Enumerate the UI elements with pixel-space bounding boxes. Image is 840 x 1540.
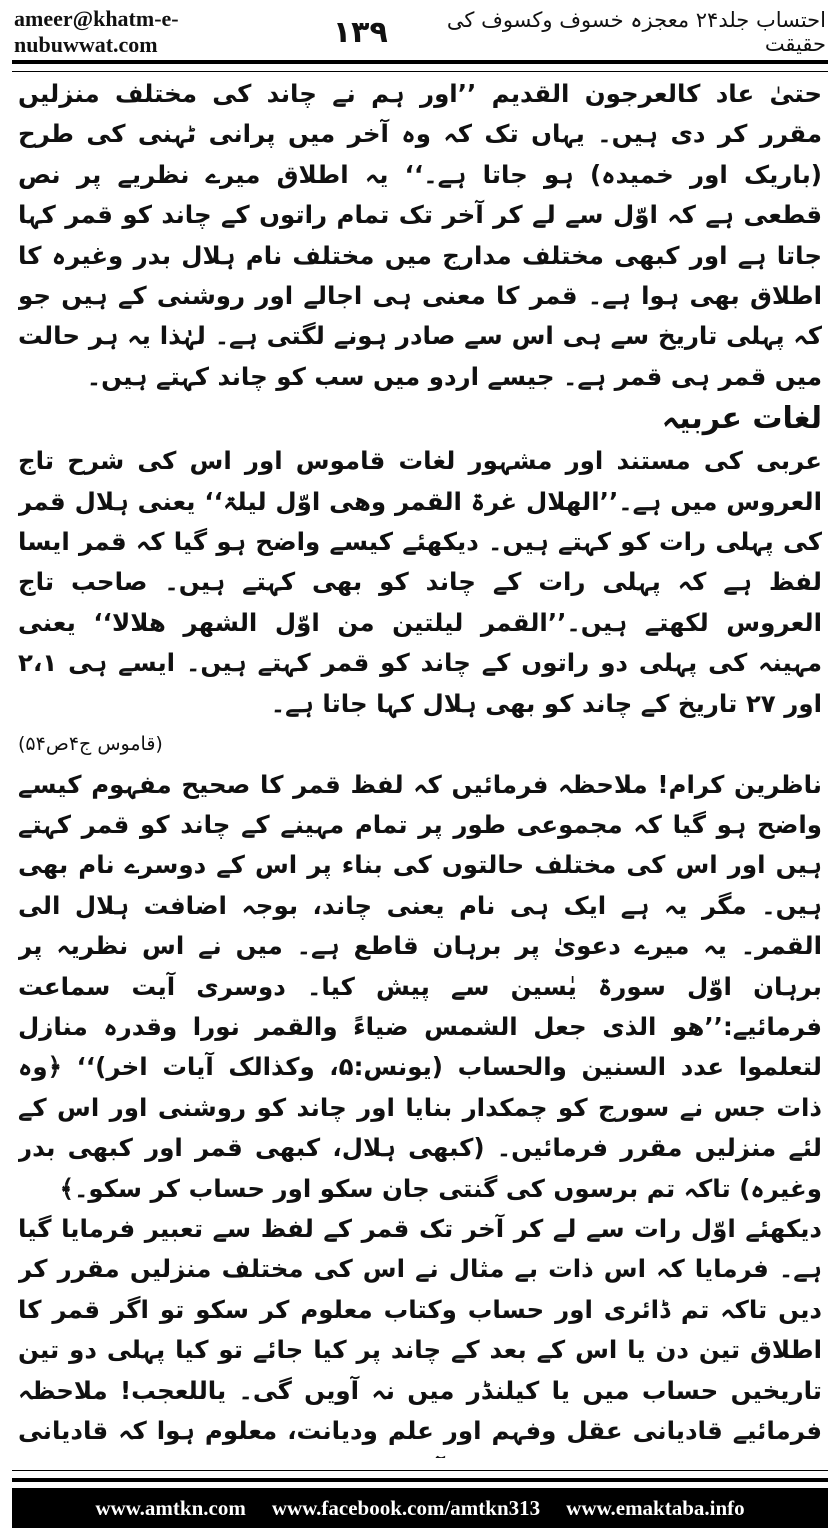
header-rule — [12, 60, 828, 72]
page-header — [14, 8, 826, 56]
paragraph-3: ناظرین کرام! ملاحظہ فرمائیں کہ لفظ قمر کا صحیح مفہوم کیسے واضح ہو گیا کہ مجموعی طور پر تمام مہینے کے چاند کو قمر کہتے ہیں اور اس کی مختلف حالتوں کی بناء پر اس کے دوسرے نام بھی ہیں۔ مگر یہ ہے ایک ہی نام یعنی چاند، بوجہ اضافت ہلال الی القمر۔ یہ میرے دعویٰ پر برہان قاطع ہے۔ میں نے اس نظریہ پر برہان اوّل سورۃ یٰسین سے پیش کیا۔ دوسری آیت سماعت فرمائیے:’’ھو الذی جعل الشمس ضیاءً والقمر نورا وقدرہ منازل لتعلموا عدد السنین والحساب (یونس:۵، وکذالک آیات اخر)‘‘ ﴿وہ ذات جس نے سورج کو چمکدار بنایا اور چاند کو روشنی اور اس کے لئے منزلیں مقرر فرمائیں۔ (کبھی ہلال، کبھی قمر اور کبھی بدر وغیرہ) تاکہ تم برسوں کی گنتی جان سکو اور حساب کر سکو۔﴾ — [18, 769, 822, 1203]
footer-link-facebook[interactable]: www.facebook.com/amtkn313 — [271, 1495, 541, 1520]
page-body — [18, 74, 822, 1458]
footer-link-emaktaba[interactable]: www.emaktaba.info — [566, 1495, 745, 1520]
paragraph-2: عربی کی مستند اور مشہور لغات قاموس اور اس کی شرح تاج العروس میں ہے۔’’الھلال غرۃ القمر وھی اوّل لیلۃ‘‘ یعنی ہلال قمر کی پہلی رات کو کہتے ہیں۔ دیکھئے کیسے واضح ہو گیا کہ قمر ایسا لفظ ہے کہ پہلی رات کے چاند کو بھی کہتے ہیں۔ صاحب تاج العروس لکھتے ہیں۔’’القمر لیلتین من اوّل الشھر ھلالا‘‘ یعنی مہینہ کی پہلی دو راتوں کے چاند کو قمر کہتے ہیں۔ ایسے ہی ۲،۱ اور ۲۷ تاریخ کے چاند کو بھی ہلال کہا جاتا ہے۔ — [18, 446, 822, 718]
section-heading: لغات عربیہ — [661, 401, 822, 437]
paragraph-1: حتیٰ عاد کالعرجون القدیم ’’اور ہم نے چاند کی مختلف منزلیں مقرر کر دی ہیں۔ یہاں تک کہ وہ آخر میں پرانی ٹہنی کی طرح (باریک اور خمیدہ) ہو جاتا ہے۔‘‘ یہ اطلاق میرے نظریے پر نص قطعی ہے کہ اوّل سے لے کر آخر تک تمام راتوں کے چاند کو قمر کہا جاتا ہے اور کبھی مختلف مدارج میں مختلف نام ہلال بدر وغیرہ کا اطلاق بھی ہوا ہے۔ قمر کا معنی ہی اجالے اور روشنی کے ہیں جو کہ پہلی تاریخ سے ہی اس سے صادر ہونے لگتی ہے۔ لہٰذا یہ ہر حالت میں قمر ہی قمر ہے۔ جیسے اردو میں سب کو چاند کہتے ہیں۔ — [18, 79, 822, 391]
reference-citation: (قاموس ج۴ص۵۴) — [18, 733, 163, 756]
header-email: ameer@khatm-e-nubuwwat.com — [14, 6, 179, 57]
page-number: ١٣٩ — [332, 14, 388, 50]
paragraph-4: دیکھئے اوّل رات سے لے کر آخر تک قمر کے لفظ سے تعبیر فرمایا گیا ہے۔ فرمایا کہ اس ذات بے مثال نے اس کی مختلف منزلیں مقرر کر دیں تاکہ تم ڈائری اور حساب وکتاب معلوم کر سکو تو اگر قمر کا اطلاق تین دن یا اس کے بعد کے چاند پر کیا جائے تو کیا پہلی دو تین تاریخیں حساب میں یا کیلنڈر میں نہ آویں گی۔ یاللعجب! ملاحظہ فرمائیے قادیانی عقل وفہم اور علم ودیانت، معلوم ہوا کہ قادیانی — [18, 1213, 822, 1445]
running-title: احتساب جلد۲۴ معجزہ خسوف وکسوف کی حقیقت — [446, 8, 826, 56]
header-left — [14, 6, 388, 58]
footer-link-amtkn[interactable]: www.amtkn.com — [95, 1495, 246, 1520]
footer-rule — [12, 1470, 828, 1482]
page-footer — [12, 1488, 828, 1528]
